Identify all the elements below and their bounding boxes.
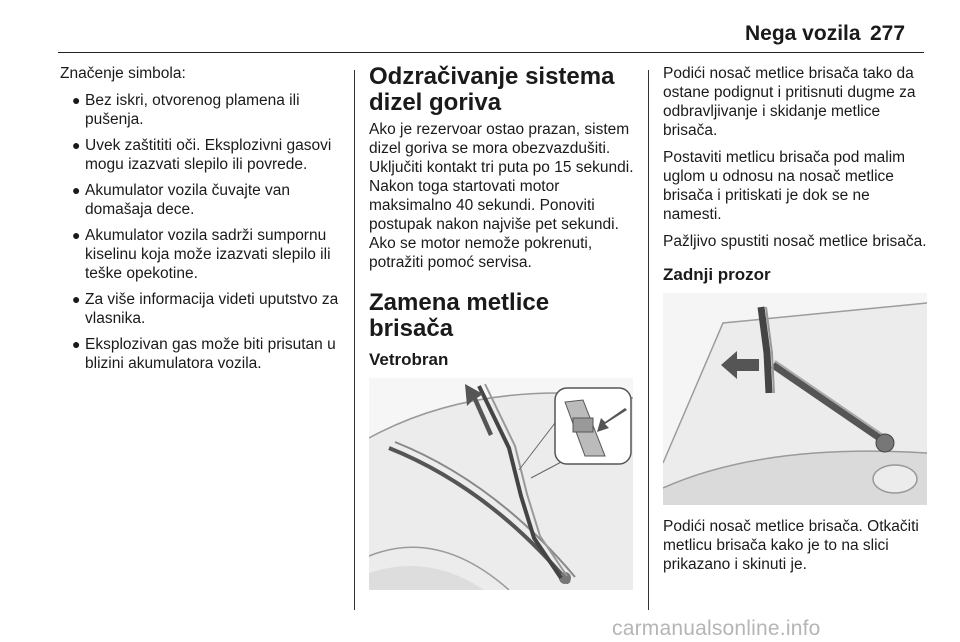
subheading-windscreen: Vetrobran: [369, 350, 449, 369]
watermark: carmanualsonline.info: [612, 617, 821, 640]
windscreen-wiper-figure: [369, 378, 633, 590]
column-divider-left: [354, 70, 355, 610]
bullet-icon: ●: [72, 336, 81, 352]
bullet-item: [60, 181, 342, 219]
fuel-bleeding-paragraph: Ako je rezervoar ostao prazan, sistem dizel goriva se mora obezvazdušiti. Uključiti kontakt tri puta po 15 sekundi. Nakon toga startovati motor maksimalno 40 sekundi. Ponoviti postupak nakon najviše pet sekundi. Ako se motor nemože pokrenuti, potražiti pomoć servisa.: [369, 121, 634, 271]
running-header-title: Nega vozila: [745, 22, 861, 45]
bullet-item: [60, 136, 342, 174]
symbols-intro: Značenje simbola:: [60, 65, 186, 82]
symbol-bullet-list: [60, 91, 342, 373]
bullet-item: [60, 290, 342, 328]
column-divider-right: [648, 70, 649, 610]
bullet-text: Akumulator vozila sadrži sumpornu kiselinu koja može izazvati slepilo ili teške opekotine.: [85, 227, 331, 282]
rear-wiper-removal-text: Podići nosač metlice brisača. Otkačiti metlicu brisača kako je to na slici prikazano i skinuti je.: [663, 518, 919, 573]
header-divider: [58, 52, 924, 53]
bullet-text: Bez iskri, otvorenog plamena ili pušenja.: [85, 92, 300, 128]
bullet-item: [60, 226, 342, 283]
section-heading-wiper-replacement: Zamena metlice brisača: [369, 289, 550, 342]
bullet-text: Eksplozivan gas može biti prisutan u blizini akumulatora vozila.: [85, 336, 336, 372]
bullet-text: Uvek zaštititi oči. Eksplozivni gasovi mogu izazvati slepilo ili povrede.: [85, 137, 332, 173]
bullet-icon: ●: [72, 182, 81, 198]
bullet-icon: ●: [72, 92, 81, 108]
bullet-item: [60, 91, 342, 129]
bullet-item: [60, 335, 342, 373]
bullet-icon: ●: [72, 227, 81, 243]
rear-window-wiper-figure: [663, 293, 927, 505]
bullet-icon: ●: [72, 291, 81, 307]
subheading-rear-window: Zadnji prozor: [663, 265, 771, 284]
section-heading-fuel-bleeding: Odzračivanje sistema dizel goriva: [369, 63, 615, 116]
column-middle: [369, 64, 637, 590]
bullet-text: Akumulator vozila čuvajte van domašaja dece.: [85, 182, 291, 218]
rear-wiper-step-3: Pažljivo spustiti nosač metlice brisača.: [663, 233, 927, 250]
rear-wiper-step-2: Postaviti metlicu brisača pod malim uglom u odnosu na nosač metlice brisača i pritiskati je dok se ne namesti.: [663, 149, 906, 223]
rear-wiper-step-1: Podići nosač metlice brisača tako da ostane podignut i pritisnuti dugme za odbravljivanje i skidanje metlice brisača.: [663, 65, 916, 139]
column-left: [60, 64, 342, 380]
column-right: [663, 64, 927, 582]
bullet-text: Za više informacija videti uputstvo za vlasnika.: [85, 291, 339, 327]
page-number: 277: [870, 22, 906, 45]
bullet-icon: ●: [72, 137, 81, 153]
